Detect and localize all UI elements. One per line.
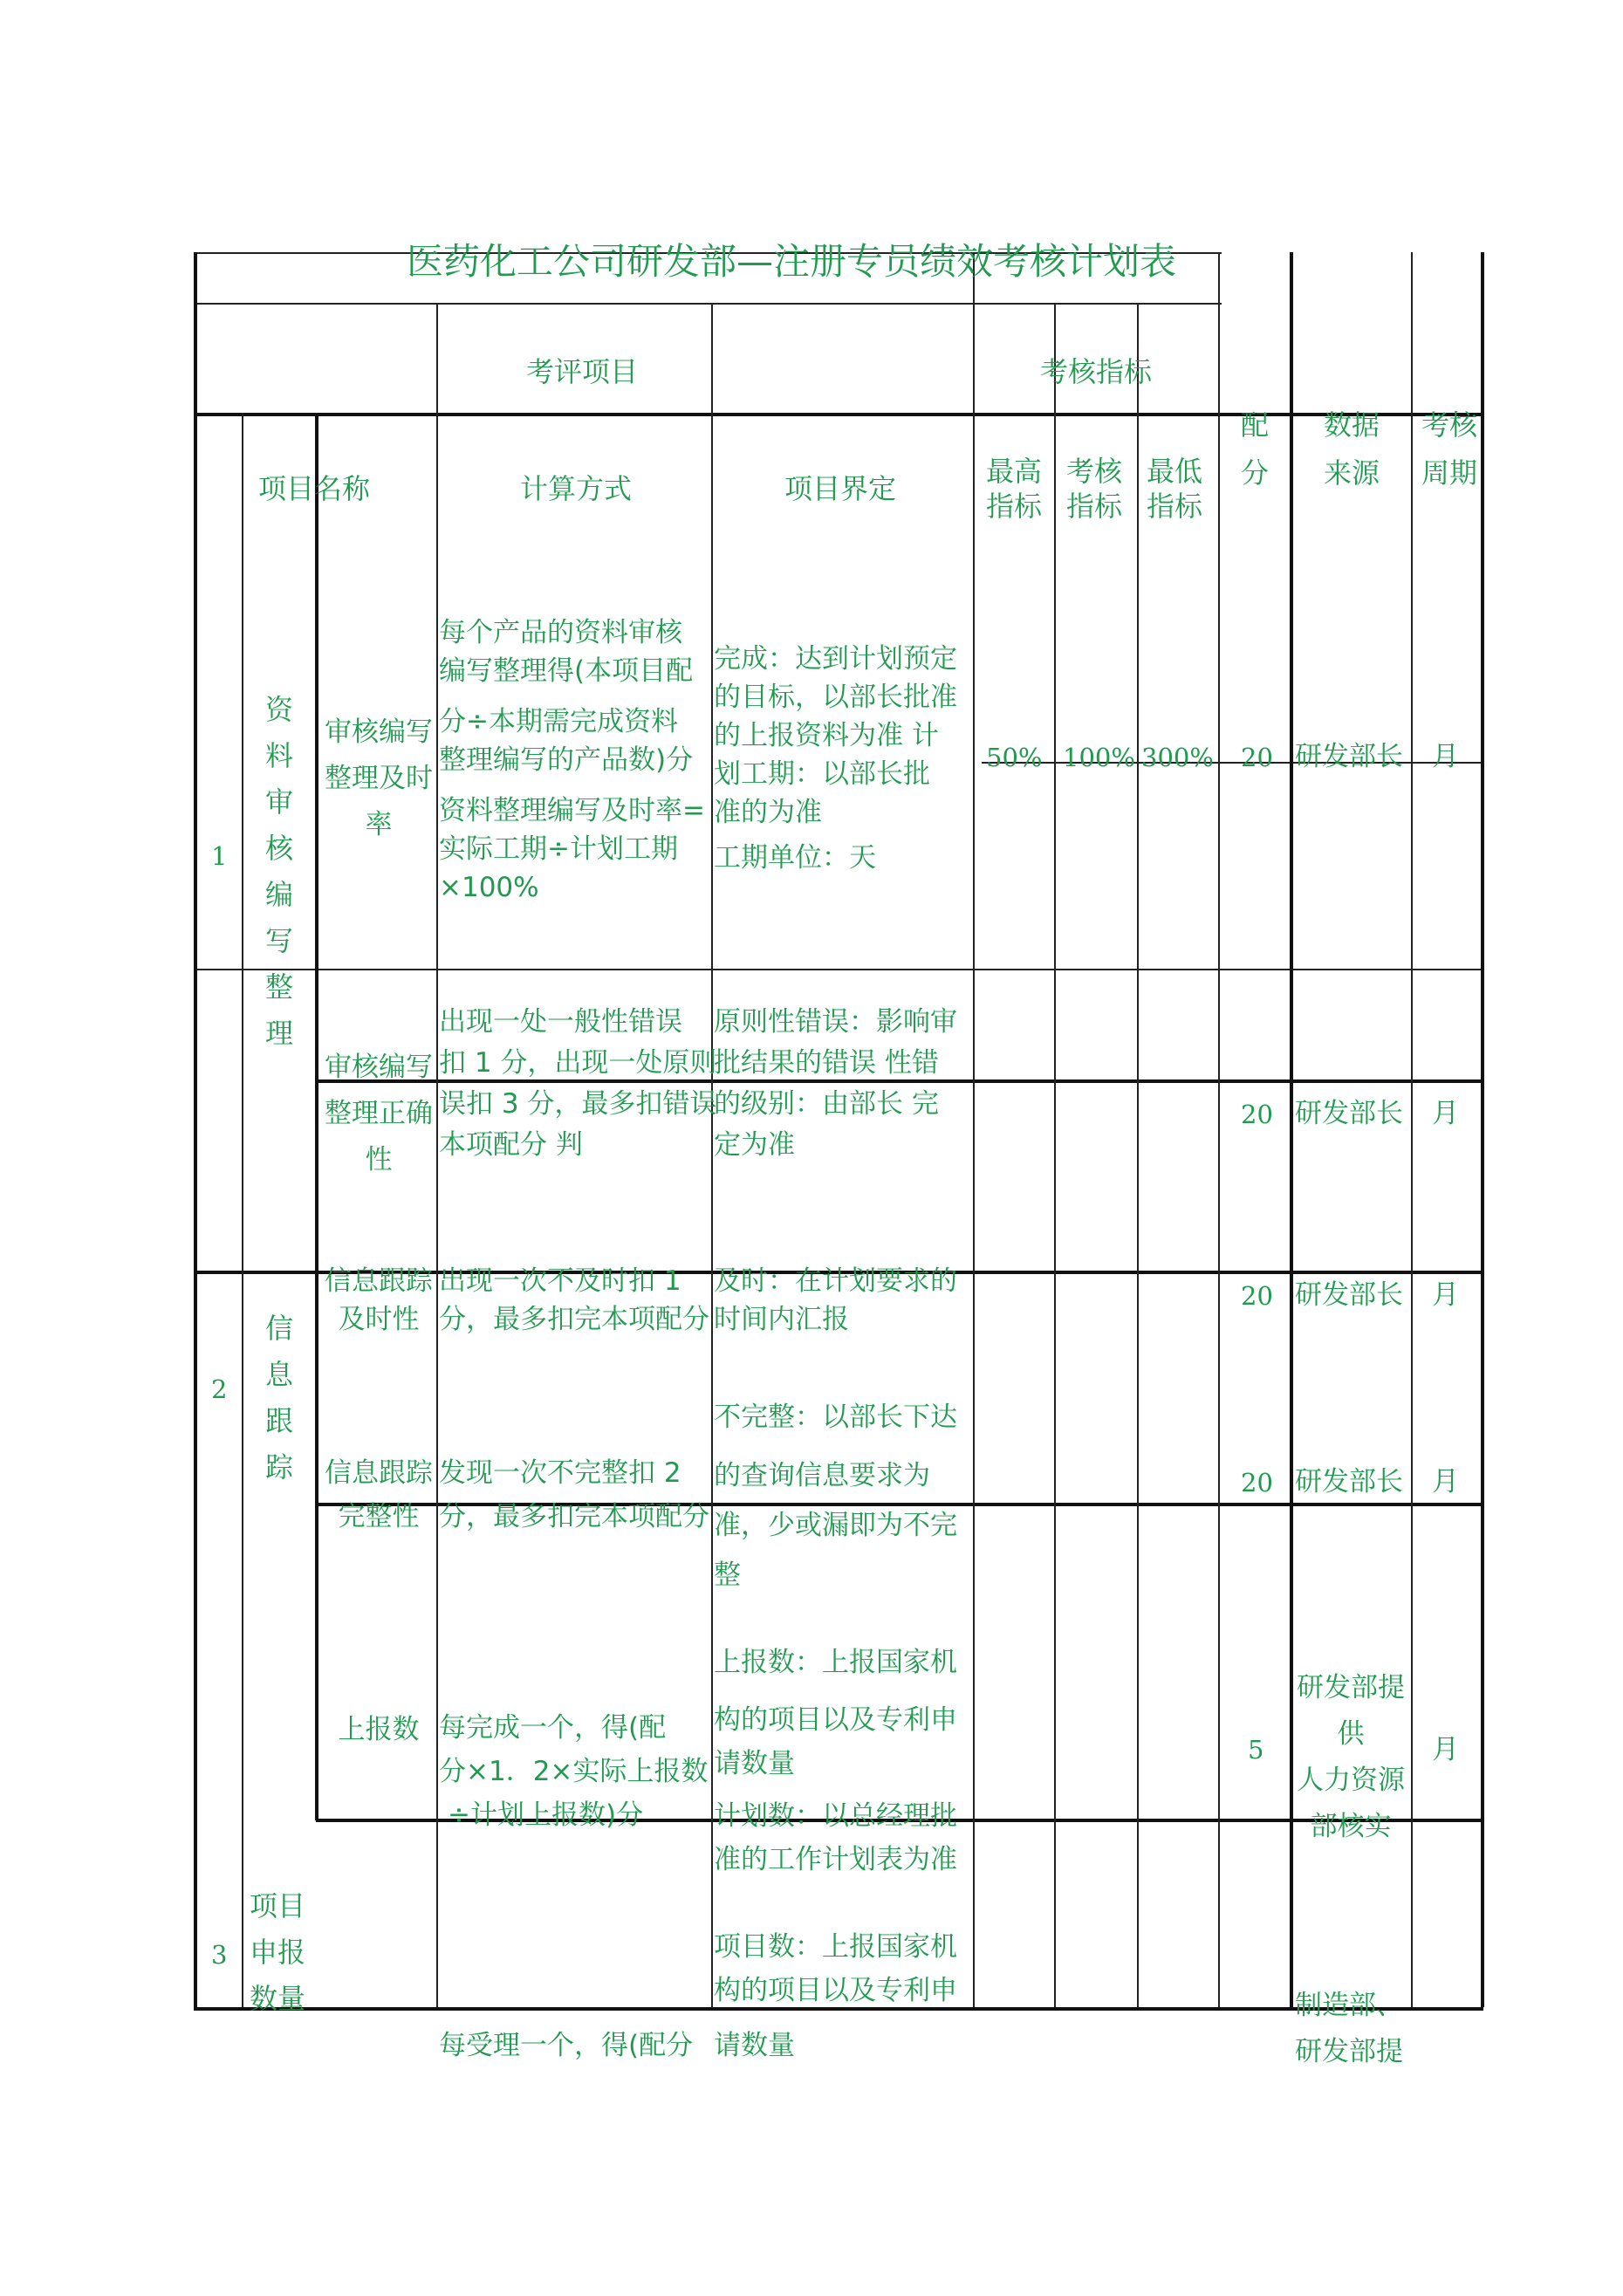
item-3-1-name: 上报数 xyxy=(338,1714,420,1745)
page-title: 医药化工公司研发部—注册专员绩效考核计划表 xyxy=(407,240,1177,283)
item-2-1-name: 信息跟踪 及时性 xyxy=(325,1265,433,1335)
item-1-2-definition: 原则性错误：影响审 批结果的错误 性错 的级别：由部长 完 定为准 xyxy=(714,1006,957,1161)
item-2-1-definition: 及时：在计划要求的 时间内汇报 xyxy=(714,1265,957,1335)
header-definition: 项目界定 xyxy=(784,472,897,505)
item-1-1-score: 20 xyxy=(1241,743,1273,772)
item-1-2-source: 研发部长 xyxy=(1295,1098,1403,1129)
item-3-1-definition: 上报数：上报国家机 构的项目以及专利申 请数量 计划数：以总经理批 准的工作计划表为准 项目数：上报国家机 构的项目以及专利申 xyxy=(714,1647,957,2006)
item-2-1-calc: 出现一次不及时扣 1 分，最多扣完本项配分 xyxy=(439,1265,709,1335)
item-2-2-source: 研发部长 xyxy=(1295,1466,1403,1498)
section-1-number: 1 xyxy=(211,841,228,871)
item-3-1-source: 研发部提 供 人力资源 部核实 xyxy=(1297,1672,1405,1842)
header-cycle: 考核周期 xyxy=(1421,408,1477,490)
item-2-1-source: 研发部长 xyxy=(1295,1279,1403,1311)
header-calc-method: 计算方式 xyxy=(520,472,633,505)
item-3-1-score: 5 xyxy=(1248,1735,1264,1765)
header-target: 考核指标 xyxy=(1065,455,1122,523)
item-1-2-score: 20 xyxy=(1241,1100,1273,1129)
header-project-name: 项目名称 xyxy=(258,472,371,505)
section-2-number: 2 xyxy=(211,1374,228,1404)
item-1-2-calc: 出现一处一般性错误 扣 1 分，出现一处原则 误扣 3 分，最多扣错误 本项配分 判 xyxy=(439,1006,717,1161)
header-max-target: 最高指标 xyxy=(985,455,1042,523)
header-zhibiao: 考核指标 xyxy=(1040,355,1153,388)
header-score: 配分 xyxy=(1240,408,1269,490)
item-1-1-target: 100% xyxy=(1063,743,1135,772)
item-3-1-calc: 每完成一个，得(配 分×1．2×实际上报数 ÷计划上报数)分 xyxy=(439,1712,709,1831)
section-3-name: 项目申报数量 xyxy=(249,1889,305,2015)
item-1-1-name: 审核编写 整理及时 率 xyxy=(325,716,433,840)
header-min-target: 最低指标 xyxy=(1146,455,1202,523)
item-2-2-score: 20 xyxy=(1241,1468,1273,1498)
overflow-calc-text: 每受理一个，得(配分 xyxy=(439,2030,694,2061)
item-2-2-cycle: 月 xyxy=(1432,1466,1459,1498)
header-kaoping: 考评项目 xyxy=(526,355,639,388)
item-1-1-max: 50% xyxy=(986,743,1043,772)
item-2-2-name: 信息跟踪 完整性 xyxy=(325,1457,433,1532)
item-2-1-score: 20 xyxy=(1241,1281,1273,1311)
section-3-number: 3 xyxy=(211,1940,228,1970)
item-1-2-name: 审核编写 整理正确 性 xyxy=(325,1052,433,1175)
header-data-source: 数据来源 xyxy=(1323,408,1380,490)
overflow-definition-text: 请数量 xyxy=(714,2030,795,2061)
item-1-1-cycle: 月 xyxy=(1432,741,1459,772)
section-1-name: 资料审核编写整理 xyxy=(264,693,293,1050)
section-2-name: 信息跟踪 xyxy=(264,1312,293,1484)
overflow-source-text: 制造部、 研发部提 xyxy=(1295,1990,1403,2067)
item-2-2-definition: 不完整：以部长下达 的查询信息要求为 准，少或漏即为不完 整 xyxy=(714,1402,957,1591)
item-3-1-cycle: 月 xyxy=(1432,1734,1459,1765)
item-2-2-calc: 发现一次不完整扣 2 分，最多扣完本项配分 xyxy=(439,1457,709,1532)
item-1-1-calc: 每个产品的资料审核 编写整理得(本项目配 分÷本期需完成资料 整理编写的产品数)分 资料整理编写及时率= 实际工期÷计划工期 ×100% xyxy=(439,617,705,904)
item-2-1-cycle: 月 xyxy=(1432,1279,1459,1311)
item-1-1-definition: 完成：达到计划预定 的目标，以部长批准 的上报资料为准 计 划工期：以部长批 准的为准 工期单位：天 xyxy=(714,643,957,874)
item-1-2-cycle: 月 xyxy=(1432,1098,1459,1129)
item-1-1-source: 研发部长 xyxy=(1295,741,1403,772)
item-1-1-min: 300% xyxy=(1141,743,1214,772)
